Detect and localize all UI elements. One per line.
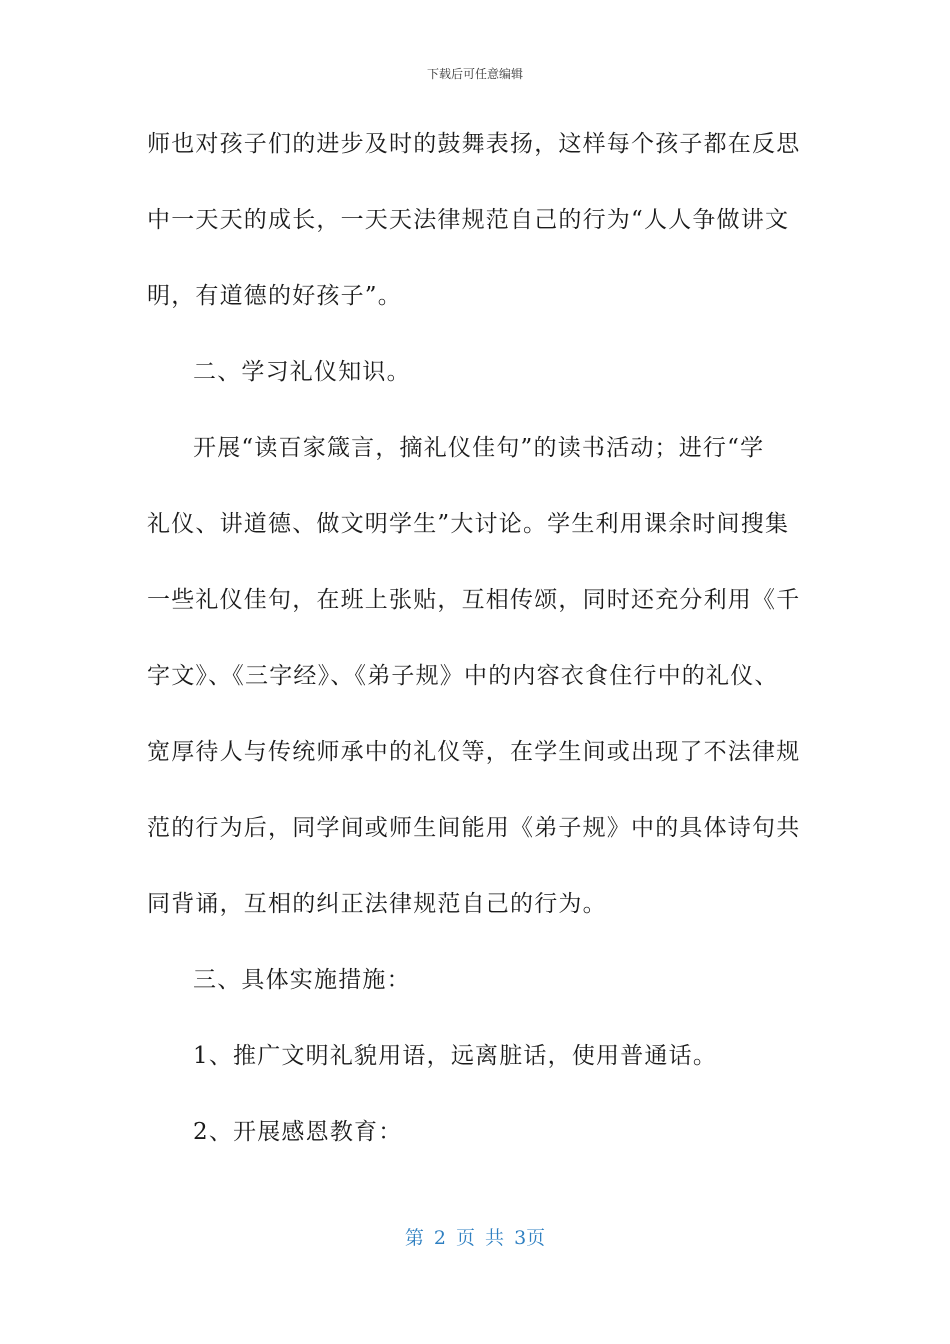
text-line: 一些礼仪佳句，在班上张贴，互相传颂，同时还充分利用《千 xyxy=(147,587,801,613)
page-header: 下载后可任意编辑 xyxy=(426,67,523,81)
list-item: 1、推广文明礼貌用语，远离脏话，使用普通话。 xyxy=(193,1043,718,1069)
text-line: 字文》、《三字经》、《弟子规》中的内容衣食住行中的礼仪、 xyxy=(147,663,779,689)
list-item: 2、开展感恩教育： xyxy=(193,1119,403,1145)
page-number-footer: 第 2 页 共 3页 xyxy=(404,1227,546,1249)
text-line: 师也对孩子们的进步及时的鼓舞表扬，这样每个孩子都在反思 xyxy=(147,131,801,157)
text-line: 范的行为后，同学间或师生间能用《弟子规》中的具体诗句共 xyxy=(147,815,801,841)
text-line: 中一天天的成长，一天天法律规范自己的行为“人人争做讲文 xyxy=(147,207,790,233)
text-line: 同背诵，互相的纠正法律规范自己的行为。 xyxy=(147,891,607,917)
document-body xyxy=(147,124,807,1188)
section-heading-3: 三、具体实施措施： xyxy=(193,967,411,993)
paragraph-start: 开展“读百家箴言，摘礼仪佳句”的读书活动；进行“学 xyxy=(193,435,765,461)
text-line: 明，有道德的好孩子”。 xyxy=(147,283,402,309)
text-line: 宽厚待人与传统师承中的礼仪等，在学生间或出现了不法律规 xyxy=(147,739,801,765)
section-heading-2: 二、学习礼仪知识。 xyxy=(193,359,411,385)
text-line: 礼仪、讲道德、做文明学生”大讨论。学生利用课余时间搜集 xyxy=(147,511,790,537)
